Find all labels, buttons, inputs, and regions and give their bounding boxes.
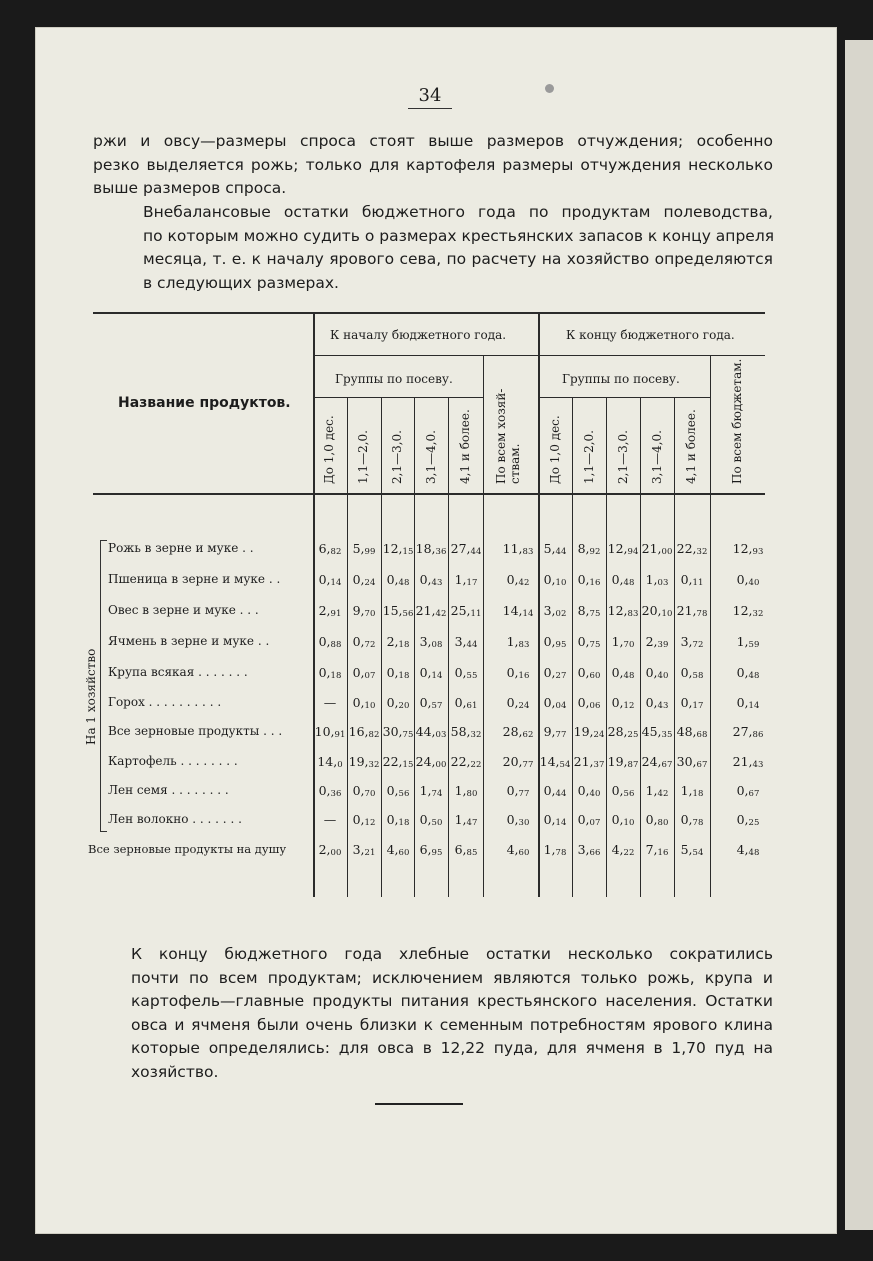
table-cell: $0,_{18}$	[386, 812, 410, 828]
table-cell: $4,_{48}$	[736, 842, 760, 858]
group-col-header: До 1,0 дес.	[322, 415, 336, 484]
table-cell: $2,_{00}$	[318, 842, 342, 858]
table-cell: $14,_0$	[317, 754, 343, 770]
text-line: которые определялись: для овса в 12,22 пуда, для ячменя в 1,70 пуд на	[131, 1039, 773, 1057]
table-cell: $0,_{40}$	[577, 783, 601, 799]
table-cell: $0,_{42}$	[506, 572, 530, 588]
table-cell: $14,_{54}$	[539, 754, 571, 770]
group-col-header: 4,1 и более.	[684, 409, 698, 484]
table-cell: $20,_{77}$	[502, 754, 534, 770]
table-cell: $0,_{48}$	[386, 572, 410, 588]
table-cell: $19,_{32}$	[348, 754, 380, 770]
text-line: в следующих размерах.	[143, 273, 339, 292]
row-label: Крупа всякая . . . . . . .	[108, 665, 248, 679]
row-label: Все зерновые продукты на душу	[88, 842, 287, 856]
table-cell: $0,_{12}$	[352, 812, 376, 828]
table-cell: $3,_{72}$	[680, 634, 704, 650]
table-cell: $0,_{50}$	[419, 812, 443, 828]
table-cell: $25,_{11}$	[450, 603, 482, 619]
table-cell: $12,_{94}$	[607, 541, 639, 557]
table-cell: $1,_{47}$	[454, 812, 478, 828]
table-cell: $0,_{07}$	[352, 665, 376, 681]
end-rule	[375, 1103, 463, 1105]
page-number-rule	[408, 108, 452, 109]
groups-rule	[538, 397, 710, 398]
table-cell: $0,_{56}$	[386, 783, 410, 799]
table-cell: $30,_{75}$	[382, 724, 414, 740]
table-cell: $15,_{56}$	[382, 603, 414, 619]
table-cell: $0,_{58}$	[680, 665, 704, 681]
groups-header-start: Группы по посеву.	[335, 372, 453, 386]
table-cell: $0,_{72}$	[352, 634, 376, 650]
table-cell: $12,_{83}$	[607, 603, 639, 619]
table-cell: $2,_{18}$	[386, 634, 410, 650]
table-cell: $5,_{99}$	[352, 541, 376, 557]
table-cell: $0,_{14}$	[419, 665, 443, 681]
text-line: хозяйство.	[131, 1062, 219, 1081]
text-line: выше размеров спроса.	[93, 179, 287, 197]
table-header-rule	[93, 493, 765, 495]
table-cell: $45,_{35}$	[641, 724, 673, 740]
table-cell: $48,_{68}$	[676, 724, 708, 740]
groups-header-end: Группы по посеву.	[562, 372, 680, 386]
table-cell: $27,_{44}$	[450, 541, 482, 557]
table-cell: $0,_{40}$	[736, 572, 760, 588]
table-cell: $9,_{70}$	[352, 603, 376, 619]
table-cell: $24,_{00}$	[415, 754, 447, 770]
table-cell: $22,_{22}$	[450, 754, 482, 770]
table-cell: $3,_{66}$	[577, 842, 601, 858]
end-of-year-header: К концу бюджетного года.	[566, 328, 735, 342]
table-cell: $44,_{03}$	[415, 724, 447, 740]
table-cell: $21,_{37}$	[573, 754, 605, 770]
table-cell: $12,_{32}$	[732, 603, 764, 619]
table-cell: $2,_{91}$	[318, 603, 342, 619]
table-cell: $22,_{32}$	[676, 541, 708, 557]
table-cell: $0,_{14}$	[543, 812, 567, 828]
ink-blot	[545, 84, 554, 93]
text-line: почти по всем продуктам; исключением являются только рожь, крупа и	[131, 968, 773, 987]
table-cell: $30,_{67}$	[676, 754, 708, 770]
table-cell: $0,_{11}$	[680, 572, 704, 588]
table-cell: $0,_{57}$	[419, 695, 443, 711]
table-cell: $0,_{12}$	[611, 695, 635, 711]
table-cell: $0,_{17}$	[680, 695, 704, 711]
table-cell: $9,_{77}$	[543, 724, 567, 740]
total-households-header: По всем хозяй-ствам.	[494, 388, 522, 484]
table-cell: $0,_{80}$	[645, 812, 669, 828]
table-cell: $11,_{83}$	[502, 541, 534, 557]
table-cell: $28,_{25}$	[607, 724, 639, 740]
table-cell: $2,_{39}$	[645, 634, 669, 650]
table-cell: $21,_{00}$	[641, 541, 673, 557]
text-line: К концу бюджетного года хлебные остатки несколько сократились	[131, 945, 773, 963]
table-cell: $3,_{44}$	[454, 634, 478, 650]
page-number: 34	[418, 85, 442, 106]
table-cell: $0,_{77}$	[506, 783, 530, 799]
table-cell: $14,_{14}$	[502, 603, 534, 619]
table-cell: $0,_{48}$	[611, 572, 635, 588]
table-cell: $12,_{15}$	[382, 541, 414, 557]
table-cell: $0,_{36}$	[318, 783, 342, 799]
table-cell: $0,_{10}$	[611, 812, 635, 828]
table-cell: $4,_{60}$	[506, 842, 530, 858]
start-of-year-header: К началу бюджетного года.	[330, 328, 507, 342]
table-cell: $8,_{92}$	[577, 541, 601, 557]
text-line: месяца, т. е. к началу ярового сева, по расчету на хозяйство определяются	[143, 250, 773, 268]
table-cell: $5,_{44}$	[543, 541, 567, 557]
table-cell: $0,_{67}$	[736, 783, 760, 799]
table-cell: $27,_{86}$	[732, 724, 764, 740]
table-cell: $0,_{10}$	[352, 695, 376, 711]
table-cell: $0,_{20}$	[386, 695, 410, 711]
row-label: Горох . . . . . . . . . .	[108, 695, 222, 709]
table-cell: $0,_{07}$	[577, 812, 601, 828]
group-col-header: 3,1—4,0.	[424, 430, 438, 484]
table-cell: $0,_{43}$	[645, 695, 669, 711]
table-cell: $0,_{60}$	[577, 665, 601, 681]
table-cell: $8,_{75}$	[577, 603, 601, 619]
row-label: Овес в зерне и муке . . .	[108, 603, 259, 617]
row-label: Рожь в зерне и муке . .	[108, 541, 254, 555]
paragraph-1	[93, 130, 773, 201]
table-cell: $22,_{15}$	[382, 754, 414, 770]
table-cell: $1,_{80}$	[454, 783, 478, 799]
table-cell: $0,_{48}$	[611, 665, 635, 681]
paragraph-3	[93, 943, 773, 1084]
table-cell: $0,_{24}$	[352, 572, 376, 588]
table-cell: —	[323, 812, 337, 827]
table-cell: $0,_{55}$	[454, 665, 478, 681]
subheader-rule	[313, 355, 765, 356]
table-cell: $0,_{44}$	[543, 783, 567, 799]
table-cell: $0,_{27}$	[543, 665, 567, 681]
text-line: по которым можно судить о размерах крестьянских запасов к концу апреля	[143, 226, 775, 245]
per-household-label: На 1 хозяйство	[84, 648, 98, 745]
table-cell: $12,_{93}$	[732, 541, 764, 557]
row-label: Лен семя . . . . . . . .	[108, 783, 229, 797]
table-cell: $4,_{60}$	[386, 842, 410, 858]
group-col-header: 1,1—2,0.	[356, 430, 370, 484]
table-cell: $18,_{36}$	[415, 541, 447, 557]
table-cell: $0,_{25}$	[736, 812, 760, 828]
table-cell: $3,_{21}$	[352, 842, 376, 858]
table-cell: $0,_{95}$	[543, 634, 567, 650]
table-cell: $0,_{75}$	[577, 634, 601, 650]
group-col-header: 4,1 и более.	[458, 409, 472, 484]
text-line: Внебалансовые остатки бюджетного года по продуктам полеводства,	[143, 203, 773, 221]
table-cell: $1,_{59}$	[736, 634, 760, 650]
row-label: Все зерновые продукты . . .	[108, 724, 283, 738]
table-cell: $21,_{42}$	[415, 603, 447, 619]
table-cell: $0,_{88}$	[318, 634, 342, 650]
table-cell: $58,_{32}$	[450, 724, 482, 740]
group-col-header: 2,1—3,0.	[616, 430, 630, 484]
table-cell: $24,_{67}$	[641, 754, 673, 770]
table-cell: $1,_{17}$	[454, 572, 478, 588]
groups-rule	[313, 397, 483, 398]
table-cell: $1,_{74}$	[419, 783, 443, 799]
table-cell: $21,_{78}$	[676, 603, 708, 619]
table-cell: $21,_{43}$	[732, 754, 764, 770]
table-cell: $6,_{95}$	[419, 842, 443, 858]
group-col-header: 2,1—3,0.	[390, 430, 404, 484]
table-cell: $7,_{16}$	[645, 842, 669, 858]
row-label: Пшеница в зерне и муке . .	[108, 572, 281, 586]
table-cell: $10,_{91}$	[314, 724, 346, 740]
table-top-rule	[93, 312, 765, 314]
group-col-header: 3,1—4,0.	[650, 430, 664, 484]
table-cell: —	[323, 695, 337, 710]
table-cell: $0,_{14}$	[318, 572, 342, 588]
table-cell: $0,_{04}$	[543, 695, 567, 711]
text-line: резко выделяется рожь; только для картофеля размеры отчуждения несколько	[93, 155, 773, 174]
table-cell: $0,_{16}$	[506, 665, 530, 681]
table-cell: $1,_{03}$	[645, 572, 669, 588]
text-line: овса и ячменя были очень близки к семенным потребностям ярового клина	[131, 1015, 773, 1034]
table-cell: $4,_{22}$	[611, 842, 635, 858]
table-cell: $16,_{82}$	[348, 724, 380, 740]
text-line: картофель—главные продукты питания крестьянского населения. Остатки	[131, 992, 773, 1010]
table-cell: $0,_{18}$	[318, 665, 342, 681]
group-col-header: До 1,0 дес.	[548, 415, 562, 484]
table-cell: $28,_{62}$	[502, 724, 534, 740]
table-cell: $0,_{10}$	[543, 572, 567, 588]
text-line: ржи и овсу—размеры спроса стоят выше размеров отчуждения; особенно	[93, 132, 773, 150]
table-cell: $3,_{08}$	[419, 634, 443, 650]
table-cell: $6,_{85}$	[454, 842, 478, 858]
table-cell: $20,_{10}$	[641, 603, 673, 619]
household-brace	[100, 540, 107, 832]
table-cell: $0,_{06}$	[577, 695, 601, 711]
table-cell: $1,_{18}$	[680, 783, 704, 799]
table-cell: $0,_{24}$	[506, 695, 530, 711]
table-cell: $0,_{61}$	[454, 695, 478, 711]
row-label: Лен волокно . . . . . . .	[108, 812, 242, 826]
table-cell: $0,_{56}$	[611, 783, 635, 799]
table-cell: $0,_{16}$	[577, 572, 601, 588]
table-cell: $1,_{83}$	[506, 634, 530, 650]
table-cell: $1,_{70}$	[611, 634, 635, 650]
next-page-edge	[845, 40, 873, 1230]
table-cell: $0,_{40}$	[645, 665, 669, 681]
table-cell: $1,_{42}$	[645, 783, 669, 799]
table-cell: $5,_{54}$	[680, 842, 704, 858]
table-cell: $1,_{78}$	[543, 842, 567, 858]
table-cell: $0,_{18}$	[386, 665, 410, 681]
row-label: Картофель . . . . . . . .	[108, 754, 238, 768]
table-cell: $0,_{78}$	[680, 812, 704, 828]
paragraph-2	[93, 201, 773, 295]
table-cell: $0,_{14}$	[736, 695, 760, 711]
table-cell: $19,_{24}$	[573, 724, 605, 740]
total-budgets-header: По всем бюджетам.	[730, 358, 744, 484]
table-cell: $0,_{48}$	[736, 665, 760, 681]
row-label: Ячмень в зерне и муке . .	[108, 634, 270, 648]
table-cell: $0,_{43}$	[419, 572, 443, 588]
table-cell: $6,_{82}$	[318, 541, 342, 557]
group-col-header: 1,1—2,0.	[582, 430, 596, 484]
table-cell: $19,_{87}$	[607, 754, 639, 770]
table-cell: $3,_{02}$	[543, 603, 567, 619]
table-cell: $0,_{70}$	[352, 783, 376, 799]
product-name-header: Название продуктов.	[118, 395, 291, 411]
table-cell: $0,_{30}$	[506, 812, 530, 828]
